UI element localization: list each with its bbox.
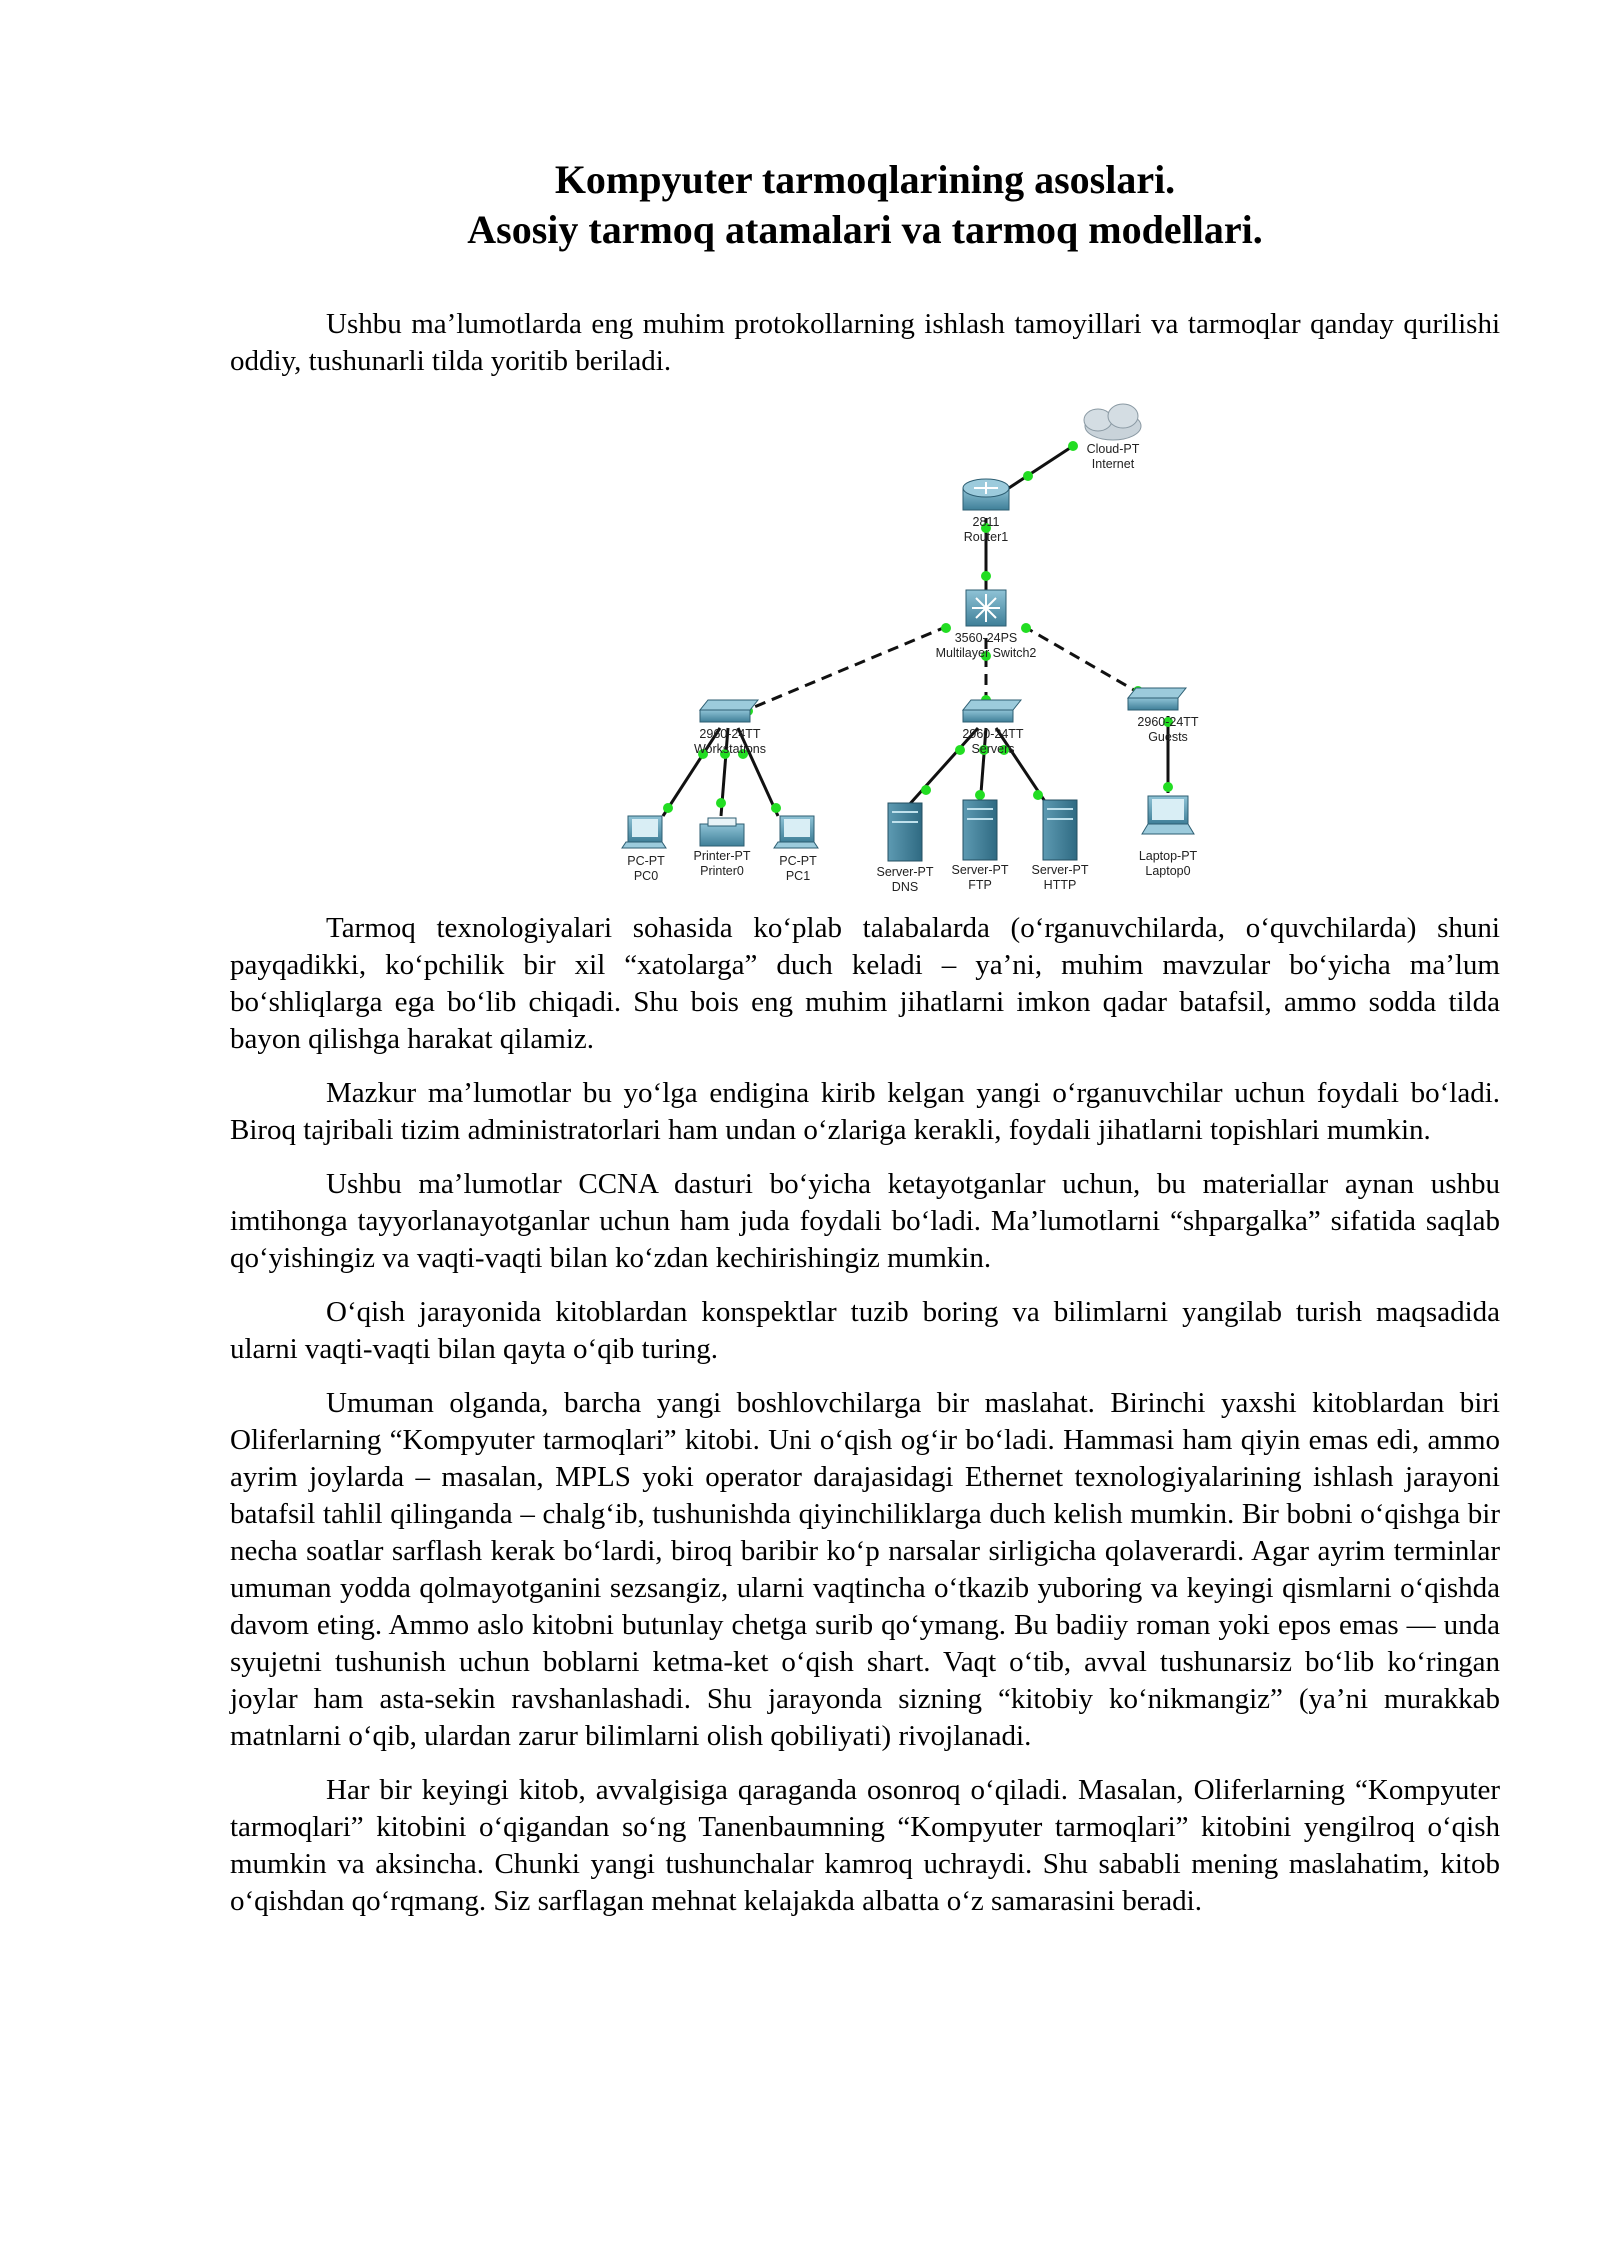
link-core-guests bbox=[1023, 626, 1148, 698]
switch-guests-label-model: 2960-24TT bbox=[1137, 715, 1199, 729]
network-topology-diagram bbox=[608, 398, 1199, 900]
pc0-label-name: PC0 bbox=[633, 869, 659, 883]
laptop0-label-type: Laptop-PT bbox=[1138, 849, 1198, 863]
paragraph: O‘qish jarayonida kitoblardan konspektlar tuzib boring va bilimlarni yangilab turish maqsadida ularni vaqti-vaqti bilan qayta o‘qib turing. bbox=[230, 1296, 1500, 1365]
server-http-label-name: HTTP bbox=[1043, 878, 1077, 892]
server-dns-icon bbox=[888, 803, 922, 861]
intro-paragraph: Ushbu ma’lumotlarda eng muhim protokollarning ishlash tamoyillari va tarmoqlar qanday qurilishi oddiy, tushunarli tilda yoritib beriladi. bbox=[230, 308, 1500, 377]
server-dns-label-type: Server-PT bbox=[876, 865, 934, 879]
switch-workstations-label-name: Workstations bbox=[693, 742, 767, 756]
cloud-label-name: Internet bbox=[1091, 457, 1135, 471]
pc1-label-type: PC-PT bbox=[779, 854, 817, 868]
paragraph: Mazkur ma’lumotlar bu yo‘lga endigina kirib kelgan yangi o‘rganuvchilar uchun foydali bo‘ladi. Biroq tajribali tizim administratorlari ham undan o‘zlariga kerakli, foydali jihatlarni topishlari mumkin. bbox=[230, 1077, 1500, 1146]
core-switch-label-name: Multilayer Switch2 bbox=[935, 646, 1037, 660]
title-line-2: Asosiy tarmoq atamalari va tarmoq modellari. bbox=[467, 207, 1263, 252]
switch-servers-icon bbox=[963, 700, 1021, 722]
server-ftp-label-type: Server-PT bbox=[951, 863, 1009, 877]
router-label-name: Router1 bbox=[963, 530, 1009, 544]
switch-workstations-icon bbox=[700, 700, 758, 722]
switch-servers-label-name: Servers bbox=[971, 742, 1015, 756]
link-core-workstations bbox=[728, 626, 948, 718]
cloud-label-type: Cloud-PT bbox=[1086, 442, 1140, 456]
core-switch-label-model: 3560-24PS bbox=[954, 631, 1018, 645]
server-ftp-label-name: FTP bbox=[968, 878, 992, 892]
paragraph: Ushbu ma’lumotlar CCNA dasturi bo‘yicha ketayotganlar uchun, bu materiallar aynan ushbu imtihonga tayyorlanayotganlar uchun ham juda foydali bo‘ladi. Ma’lumotlarni “shpargalka” sifatida saqlab qo‘yishingiz va vaqti-vaqti bilan ko‘zdan kechirishingiz mumkin. bbox=[230, 1168, 1500, 1274]
switch-servers-label-model: 2960-24TT bbox=[962, 727, 1024, 741]
paragraph: Tarmoq texnologiyalari sohasida ko‘plab talabalarda (o‘rganuvchilarda, o‘quvchilarda) shuni payqadikki, ko‘pchilik bir xil “xatolarga” duch keladi – ya’ni, muhim mavzular bo‘yicha ma’lum bo‘shliqlarga ega bo‘lib chiqadi. Shu bois eng muhim jihatlarni imkon qadar batafsil, ammo sodda tilda bayon qilishga harakat qilamiz. bbox=[230, 912, 1500, 1055]
paragraph: Umuman olganda, barcha yangi boshlovchilarga bir maslahat. Birinchi yaxshi kitoblardan biri Oliferlarning “Kompyuter tarmoqlari” kitobi. Uni o‘qish og‘ir bo‘ladi. Hammasi ham qiyin emas edi, ammo ayrim joylarda – masalan, MPLS yoki operator darajasidagi Ethernet texnologiyalarining ishlash jarayoni batafsil tahlil qilinganda – chalg‘ib, tushunishda qiyinchiliklarga duch kelish mumkin. Bir bobni o‘qishga bir necha soatlar sarflash kerak bo‘lardi, biroq baribir ko‘p narsalar sirligicha qolaverardi. Agar ayrim terminlar umuman yodda qolmayotganini sezsangiz, ularni vaqtincha o‘tkazib yuboring va keyingi qismlarni o‘qishda davom eting. Ammo aslo kitobni butunlay chetga surib qo‘ymang. Bu badiiy roman yoki epos emas — unda syujetni tushunish uchun boblarni ketma-ket o‘qish shart. Vaqt o‘tib, avval tushunarsiz bo‘lib ko‘ringan joylar ham asta-sekin ravshanlashadi. Shu jarayonda sizning “kitobiy ko‘nikmangiz” (ya’ni murakkab matnlarni o‘qib, ulardan zarur bilimlarni olish qobiliyati) rivojlanadi. bbox=[230, 1387, 1500, 1752]
switch-guests-icon bbox=[1128, 688, 1186, 710]
server-dns-label-name: DNS bbox=[891, 880, 919, 894]
document-title bbox=[230, 155, 1500, 255]
laptop0-label-name: Laptop0 bbox=[1145, 864, 1191, 878]
pc0-icon bbox=[622, 816, 666, 848]
server-http-icon bbox=[1043, 800, 1077, 860]
laptop0-icon bbox=[1142, 796, 1194, 834]
printer0-label-name: Printer0 bbox=[700, 864, 744, 878]
title-line-1: Kompyuter tarmoqlarining asoslari. bbox=[554, 157, 1176, 202]
pc1-icon bbox=[774, 816, 818, 848]
link-ports bbox=[663, 441, 1173, 813]
multilayer-switch-icon bbox=[966, 590, 1006, 626]
router-icon bbox=[963, 479, 1009, 510]
server-http-label-type: Server-PT bbox=[1031, 863, 1089, 877]
server-ftp-icon bbox=[963, 800, 997, 860]
router-label-model: 2811 bbox=[972, 515, 1000, 529]
switch-workstations-label-model: 2960-24TT bbox=[699, 727, 761, 741]
cloud-icon bbox=[1084, 404, 1141, 440]
switch-guests-label-name: Guests bbox=[1148, 730, 1188, 744]
paragraph: Har bir keyingi kitob, avvalgisiga qaraganda osonroq o‘qiladi. Masalan, Oliferlarning “Kompyuter tarmoqlari” kitobini o‘qigandan so‘ng Tanenbaumning “Kompyuter tarmoqlari” kitobini yengilroq o‘qish mumkin va aksincha. Chunki yangi tushunchalar kamroq uchraydi. Shu sababli mening maslahatim, kitob o‘qishdan qo‘rqmang. Siz sarflagan mehnat kelajakda albatta o‘z samarasini beradi. bbox=[230, 1774, 1500, 1917]
printer0-icon bbox=[700, 818, 744, 846]
pc1-label-name: PC1 bbox=[785, 869, 811, 883]
pc0-label-type: PC-PT bbox=[627, 854, 665, 868]
body-text bbox=[230, 910, 1500, 1937]
intro-block bbox=[230, 306, 1500, 397]
network-links bbox=[663, 446, 1168, 816]
printer0-label-type: Printer-PT bbox=[693, 849, 751, 863]
